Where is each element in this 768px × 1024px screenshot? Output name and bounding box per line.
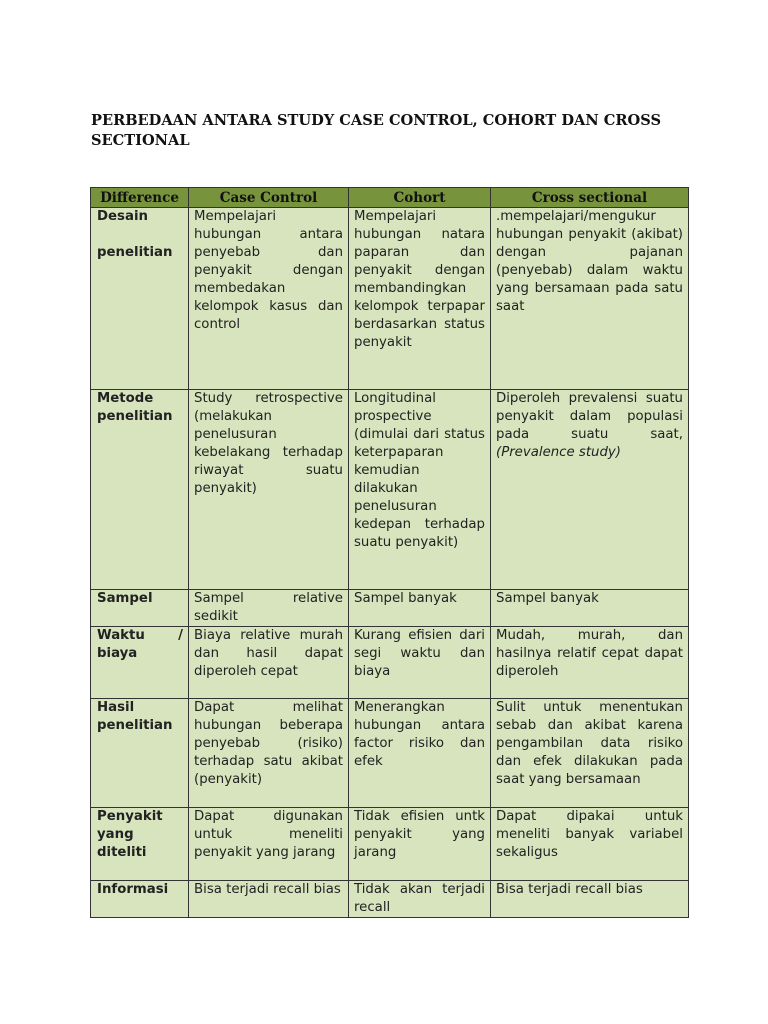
cell-cohort: Kurang efisien dari segi waktu dan biaya xyxy=(349,627,491,699)
cell-case-control: Dapat digunakan untuk meneliti penyakit yang jarang xyxy=(189,808,349,881)
table-row xyxy=(91,881,689,918)
cell-cross-sectional: Sulit untuk menentukan sebab dan akibat karena pengambilan data risiko dan efek dilakukan pada saat yang bersamaan xyxy=(491,699,689,808)
header-cohort: Cohort xyxy=(349,188,491,208)
cell-cohort: Mempelajari hubungan natara paparan dan penyakit dengan membandingkan kelompok terpapar berdasarkan status penyakit xyxy=(349,208,491,390)
cell-cross-sectional: Sampel banyak xyxy=(491,590,689,627)
row-label-hasil: Hasil penelitian xyxy=(91,699,189,808)
table-row xyxy=(91,208,689,390)
row-label-sampel: Sampel xyxy=(91,590,189,627)
row-label-metode: Metode penelitian xyxy=(91,390,189,590)
cell-cohort: Tidak akan terjadi recall xyxy=(349,881,491,918)
cell-case-control: Bisa terjadi recall bias xyxy=(189,881,349,918)
cell-cohort: Longitudinal prospective (dimulai dari status keterpaparan kemudian dilakukan penelusuran kedepan terhadap suatu penyakit) xyxy=(349,390,491,590)
table-row xyxy=(91,699,689,808)
comparison-table xyxy=(90,187,689,918)
table-row xyxy=(91,590,689,627)
header-cross-sectional: Cross sectional xyxy=(491,188,689,208)
cell-case-control: Sampel relative sedikit xyxy=(189,590,349,627)
prevalence-study-note: (Prevalence study) xyxy=(496,445,621,460)
row-label-desain-line1: Desain xyxy=(97,209,148,224)
table-header-row xyxy=(91,188,689,208)
document-title: PERBEDAAN ANTARA STUDY CASE CONTROL, COHORT DAN CROSS SECTIONAL xyxy=(91,112,661,149)
row-label-waktu: Waktu / biaya xyxy=(91,627,189,699)
cell-cross-sectional: Mudah, murah, dan hasilnya relatif cepat dapat diperoleh xyxy=(491,627,689,699)
header-difference: Difference xyxy=(91,188,189,208)
row-label-desain xyxy=(91,208,189,390)
cross-sectional-text: Diperoleh prevalensi suatu penyakit dalam populasi pada suatu saat, xyxy=(496,391,683,442)
cell-cross-sectional xyxy=(491,390,689,590)
table-row xyxy=(91,627,689,699)
header-case-control: Case Control xyxy=(189,188,349,208)
cell-cross-sectional: Dapat dipakai untuk meneliti banyak variabel sekaligus xyxy=(491,808,689,881)
cell-case-control: Mempelajari hubungan antara penyebab dan penyakit dengan membedakan kelompok kasus dan control xyxy=(189,208,349,390)
table-row xyxy=(91,808,689,881)
row-label-penyakit: Penyakit yang diteliti xyxy=(91,808,189,881)
row-label-desain-line2: penelitian xyxy=(97,245,173,260)
cell-case-control: Study retrospective (melakukan penelusuran kebelakang terhadap riwayat suatu penyakit) xyxy=(189,390,349,590)
cell-cross-sectional: .mempelajari/mengukur hubungan penyakit (akibat) dengan pajanan (penyebab) dalam waktu yang bersamaan pada satu saat xyxy=(491,208,689,390)
table-row xyxy=(91,390,689,590)
cell-cross-sectional: Bisa terjadi recall bias xyxy=(491,881,689,918)
cell-cohort: Menerangkan hubungan antara factor risiko dan efek xyxy=(349,699,491,808)
cell-cohort: Tidak efisien untk penyakit yang jarang xyxy=(349,808,491,881)
cell-cohort: Sampel banyak xyxy=(349,590,491,627)
cell-case-control: Dapat melihat hubungan beberapa penyebab (risiko) terhadap satu akibat (penyakit) xyxy=(189,699,349,808)
row-label-informasi: Informasi xyxy=(91,881,189,918)
cell-case-control: Biaya relative murah dan hasil dapat diperoleh cepat xyxy=(189,627,349,699)
